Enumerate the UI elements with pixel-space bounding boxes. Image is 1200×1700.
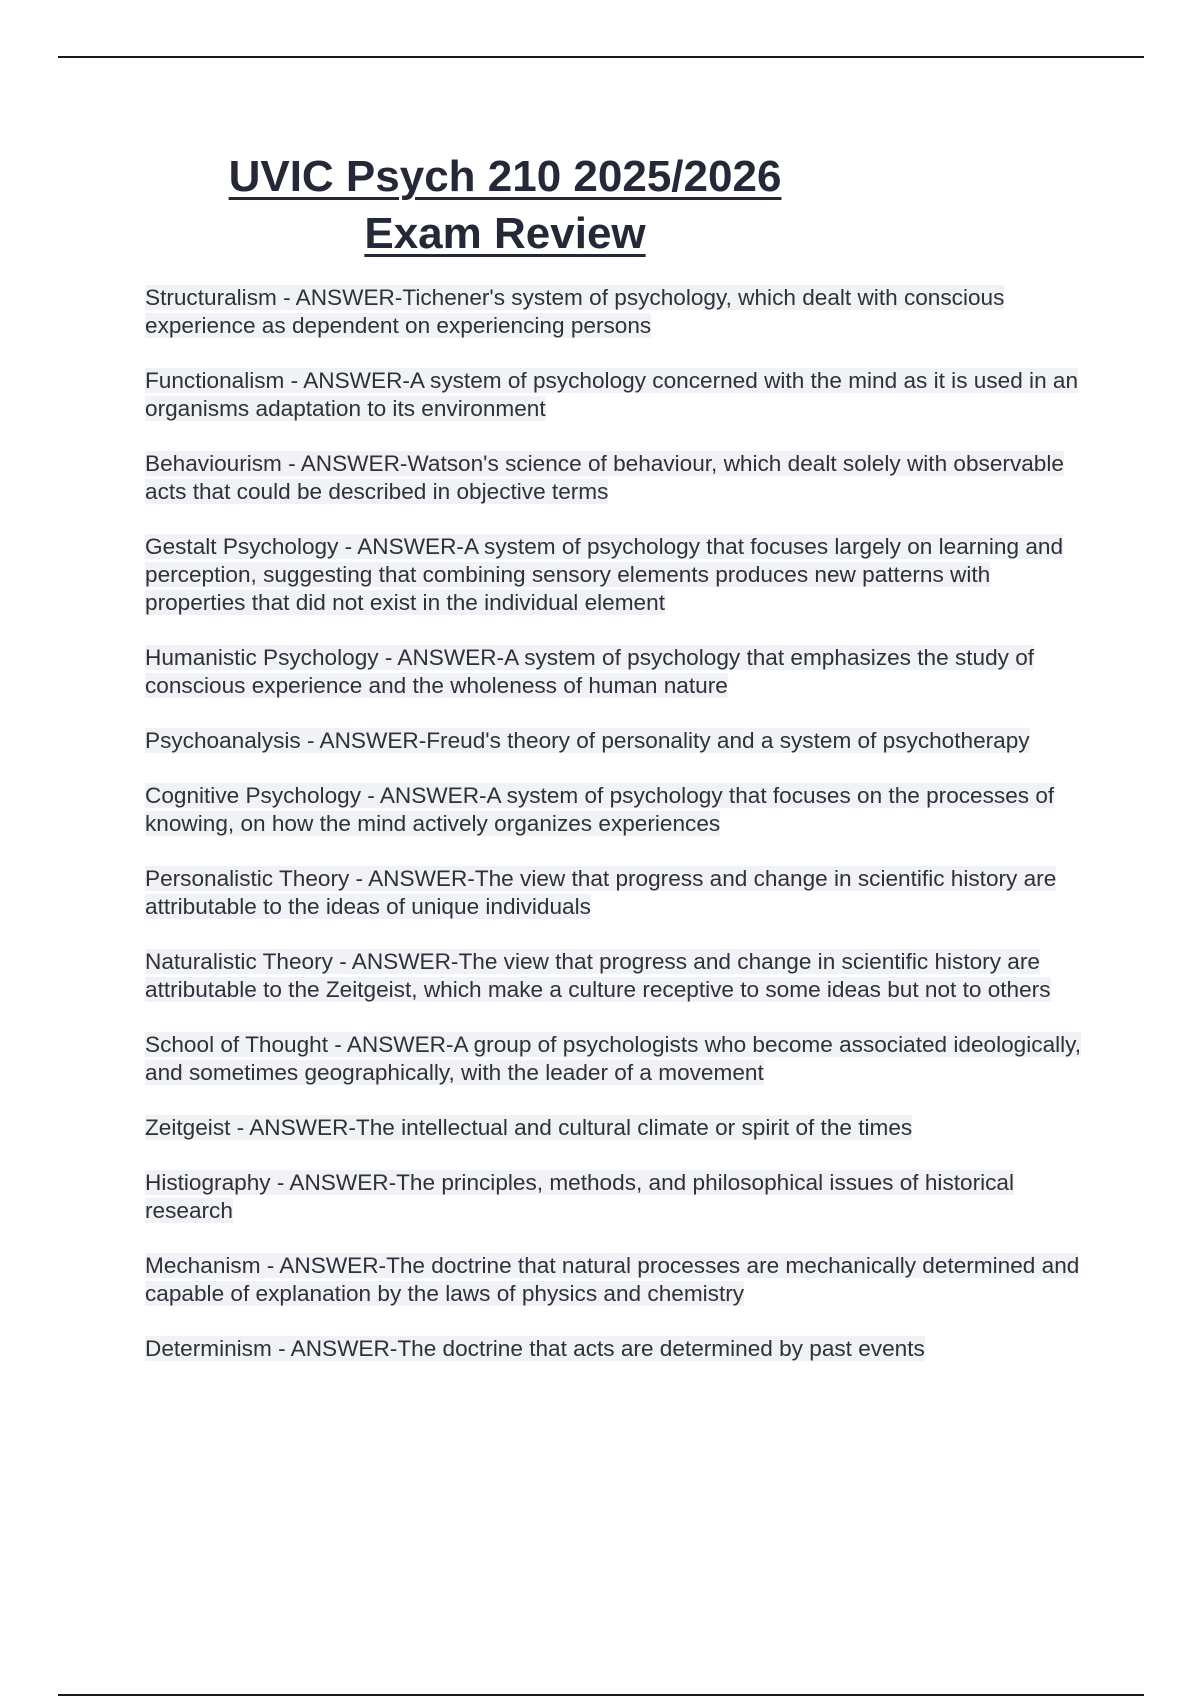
glossary-entry	[145, 1031, 1095, 1087]
entry-definition: The intellectual and cultural climate or spirit of the times	[355, 1115, 913, 1140]
entry-separator: - ANSWER-	[361, 783, 487, 808]
entry-term: School of Thought	[145, 1032, 328, 1057]
entry-separator: - ANSWER-	[378, 645, 505, 670]
glossary-entry	[145, 367, 1095, 423]
title-line-2: Exam Review	[364, 209, 646, 258]
entry-definition: The principles, methods, and philosophical issues of historical research	[145, 1170, 1015, 1223]
glossary-entry	[145, 727, 1095, 755]
entry-term: Humanistic Psychology	[145, 645, 379, 670]
entry-definition: A system of psychology concerned with the mind as it is used in an organisms adaptation to its environment	[145, 368, 1079, 421]
entry-definition: Freud's theory of personality and a system of psychotherapy	[426, 728, 1030, 753]
entry-definition: The doctrine that acts are determined by past events	[397, 1336, 925, 1361]
entry-separator: - ANSWER-	[327, 1032, 454, 1057]
entry-definition: The view that progress and change in scientific history are attributable to the ideas of unique individuals	[145, 866, 1057, 919]
entry-definition: The doctrine that natural processes are mechanically determined and capable of explanation by the laws of physics and chemistry	[145, 1253, 1080, 1306]
entry-term: Naturalistic Theory	[145, 949, 333, 974]
page-title	[190, 148, 820, 262]
entry-separator: - ANSWER-	[281, 451, 408, 476]
entry-definition: A system of psychology that emphasizes the study of conscious experience and the wholeness of human nature	[145, 645, 1035, 698]
entry-term: Determinism	[145, 1336, 272, 1361]
entry-definition: The view that progress and change in scientific history are attributable to the Zeitgeist, which make a culture receptive to some ideas but not to others	[145, 949, 1051, 1002]
top-rule	[58, 56, 1144, 58]
entry-separator: - ANSWER-	[276, 285, 403, 310]
glossary-entry	[145, 1114, 1095, 1142]
entry-separator: - ANSWER-	[230, 1115, 356, 1140]
glossary-entry	[145, 948, 1095, 1004]
entry-separator: - ANSWER-	[300, 728, 427, 753]
entry-separator: - ANSWER-	[349, 866, 475, 891]
glossary-list	[145, 284, 1095, 1390]
entry-definition: Tichener's system of psychology, which dealt with conscious experience as dependent on experiencing persons	[145, 285, 1005, 338]
entry-term: Psychoanalysis	[145, 728, 301, 753]
entry-separator: - ANSWER-	[332, 949, 459, 974]
entry-term: Histiography	[145, 1170, 271, 1195]
glossary-entry	[145, 450, 1095, 506]
entry-definition: Watson's science of behaviour, which dealt solely with observable acts that could be described in objective terms	[145, 451, 1064, 504]
glossary-entry	[145, 533, 1095, 617]
entry-separator: - ANSWER-	[338, 534, 464, 559]
bottom-rule	[58, 1694, 1144, 1696]
entry-separator: - ANSWER-	[271, 1336, 398, 1361]
entry-separator: - ANSWER-	[260, 1253, 387, 1278]
entry-term: Structuralism	[145, 285, 277, 310]
entry-definition: A system of psychology that focuses on the processes of knowing, on how the mind actively organizes experiences	[145, 783, 1055, 836]
glossary-entry	[145, 865, 1095, 921]
entry-term: Gestalt Psychology	[145, 534, 339, 559]
entry-separator: - ANSWER-	[270, 1170, 397, 1195]
glossary-entry	[145, 1335, 1095, 1363]
entry-term: Functionalism	[145, 368, 285, 393]
title-line-1: UVIC Psych 210 2025/2026	[228, 152, 782, 201]
entry-separator: - ANSWER-	[284, 368, 410, 393]
entry-term: Personalistic Theory	[145, 866, 350, 891]
entry-term: Mechanism	[145, 1253, 261, 1278]
glossary-entry	[145, 1252, 1095, 1308]
entry-definition: A group of psychologists who become associated ideologically, and sometimes geographically, with the leader of a movement	[145, 1032, 1082, 1085]
entry-term: Behaviourism	[145, 451, 282, 476]
entry-definition: A system of psychology that focuses largely on learning and perception, suggesting that combining sensory elements produces new patterns with properties that did not exist in the individual element	[145, 534, 1064, 615]
entry-term: Zeitgeist	[145, 1115, 231, 1140]
glossary-entry	[145, 644, 1095, 700]
glossary-entry	[145, 782, 1095, 838]
glossary-entry	[145, 1169, 1095, 1225]
entry-term: Cognitive Psychology	[145, 783, 362, 808]
glossary-entry	[145, 284, 1095, 340]
